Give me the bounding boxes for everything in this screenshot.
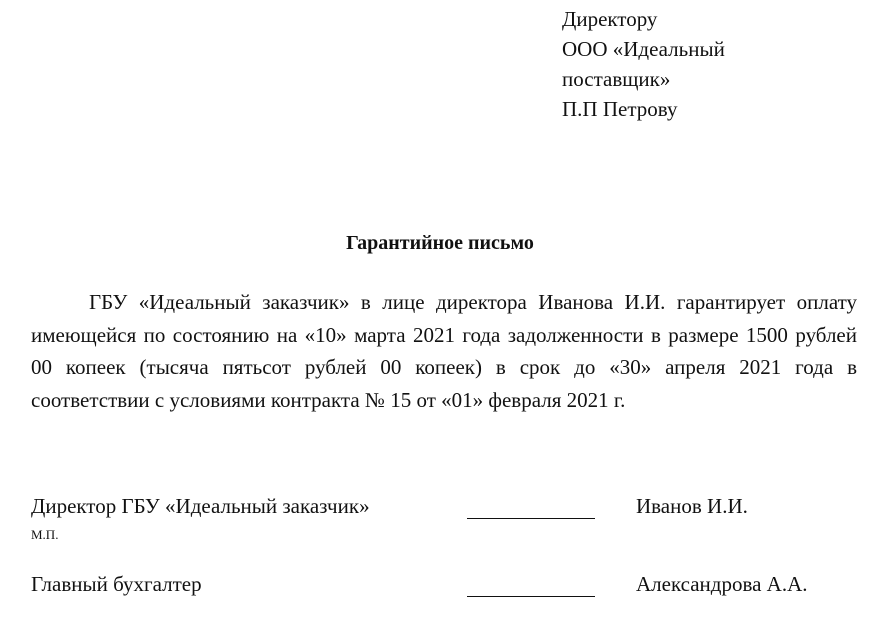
addressee-line-person: П.П Петрову <box>562 97 678 121</box>
stamp-place-label: М.П. <box>31 527 59 542</box>
accountant-name: Александрова А.А. <box>636 572 808 596</box>
addressee-line-company: ООО «Идеальный <box>562 37 725 61</box>
director-signature-label: Директор ГБУ «Идеальный заказчик» <box>31 494 370 518</box>
addressee-block <box>562 4 725 124</box>
accountant-signature-label: Главный бухгалтер <box>31 572 202 596</box>
letter-body: ГБУ «Идеальный заказчик» в лице директора Иванова И.И. гарантирует оплату имеющейся по состоянию на «10» марта 2021 года задолженности в размере 1500 рублей 00 копеек (тысяча пятьсот рублей 00 копеек) в срок до «30» апреля 2021 года в соответствии с условиями контракта № 15 от «01» февраля 2021 г. <box>31 290 857 412</box>
accountant-signature-line <box>467 596 595 597</box>
addressee-line-position: Директору <box>562 7 658 31</box>
director-signature-line <box>467 518 595 519</box>
addressee-line-company-cont: поставщик» <box>562 67 671 91</box>
letter-title: Гарантийное письмо <box>346 232 534 254</box>
director-name: Иванов И.И. <box>636 494 748 518</box>
